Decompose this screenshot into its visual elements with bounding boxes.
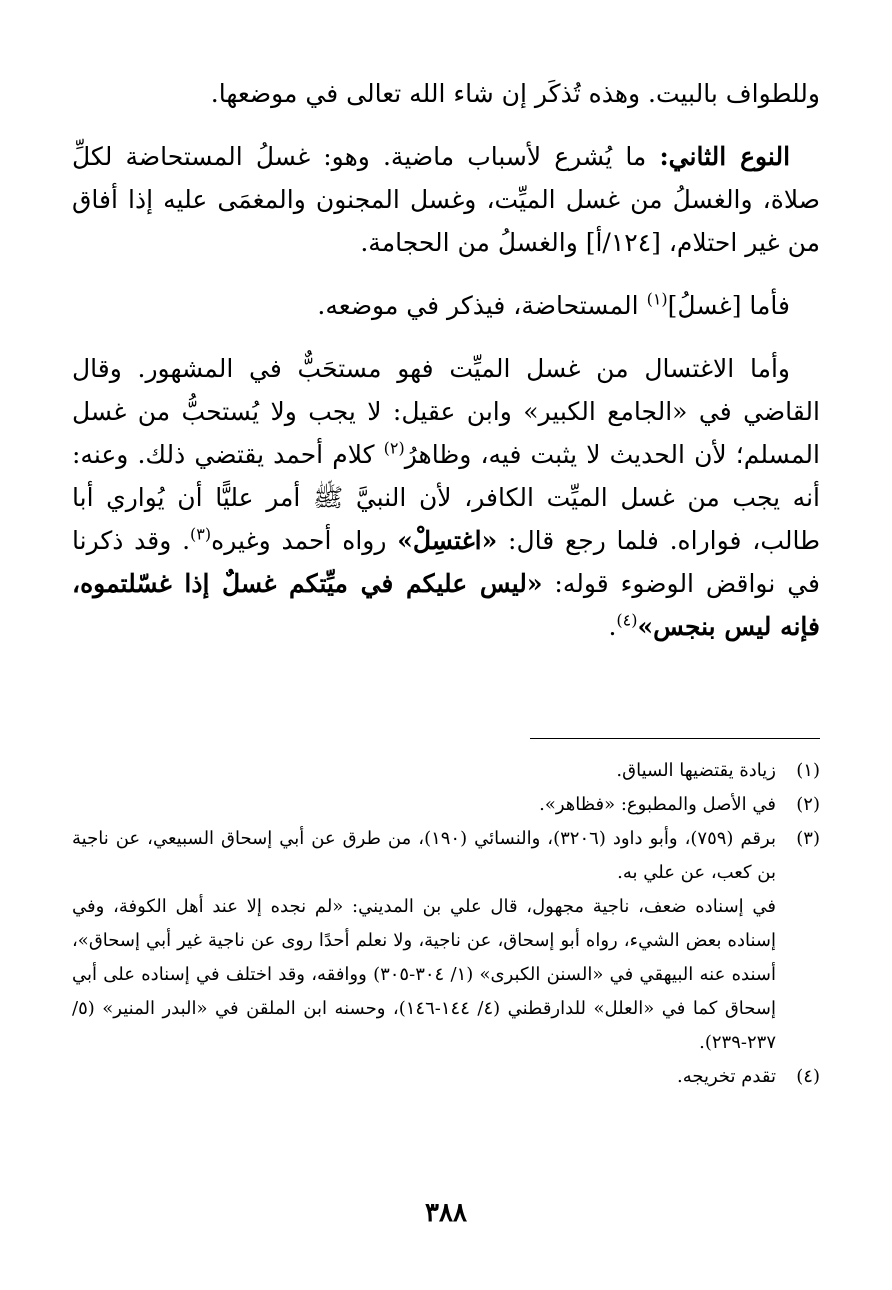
paragraph-4-text-4: . وقد ذكرنا في نواقض الوضوء قوله: (72, 526, 820, 598)
footnote-number: (٤) (796, 1066, 820, 1087)
footnote-text (72, 788, 776, 822)
footnote-3 (72, 822, 820, 1060)
footnote-number: (٣) (796, 828, 820, 849)
paragraph-4-text-2: كلام أحمد يقتضي ذلك. وعنه: أنه يجب من غسل الميِّت الكافر، لأن النبيَّ ﷺ أمر عليًّا أن يُواري أبا طالب، فواراه. فلما رجع قال: (72, 440, 820, 555)
main-text (72, 72, 820, 648)
footnote-paragraph: برقم (٧٥٩)، وأبو داود (٣٢٠٦)، والنسائي (١٩٠)، من طرق عن أبي إسحاق السبيعي، عن ناجية بن كعب، عن علي به. (72, 828, 776, 883)
hadith-quote-2: «ليس عليكم في ميِّتكم غسلٌ إذا غسّلتموه، فإنه ليس بنجس» (72, 569, 820, 641)
footnote-ref-1: (١) (646, 289, 668, 309)
footnote-text (72, 1060, 776, 1094)
footnote-text (72, 822, 776, 1060)
paragraph-3 (72, 284, 820, 327)
paragraph-4-text-1: وأما الاغتسال من غسل الميِّت فهو مستحَبٌّ في المشهور. وقال القاضي في «الجامع الكبير» وابن عقيل: لا يجب ولا يُستحبُّ من غسل المسلم؛ لأن الحديث لا يثبت فيه، وظاهرُ (72, 354, 820, 469)
footnote-number: (١) (796, 760, 820, 781)
paragraph-2-text: ما يُشرع لأسباب ماضية. وهو: غسلُ المستحاضة لكلِّ صلاة، والغسلُ من غسل الميِّت، وغسل المجنون والمغمَى عليه إذا أفاق من غير احتلام، [١٢٤/أ] والغسلُ من الحجامة. (72, 142, 820, 257)
paragraph-4-text-3: رواه أحمد وغيره (211, 526, 398, 555)
footnote-ref-2: (٢) (383, 438, 405, 458)
footnote-paragraph: في إسناده ضعف، ناجية مجهول، قال علي بن المديني: «لم نجده إلا عند أهل الكوفة، وفي إسناده بعض الشيء، رواه أبو إسحاق، عن ناجية، ولا نعلم أحدًا روى عن ناجية غير أبي إسحاق»، أسنده عنه البيهقي في «السنن الكبرى» (١/ ٣٠٤-٣٠٥) ووافقه، وقد اختلف في إسناده على أبي إسحاق كما في «العلل» للدارقطني (٤/ ١٤٤-١٤٦)، وحسنه ابن الملقن في «البدر المنير» (٥/ ٢٣٧-٢٣٩). (72, 896, 777, 1053)
paragraph-1: وللطواف بالبيت. وهذه تُذكَر إن شاء الله تعالى في موضعها. (210, 79, 820, 108)
footnote-1 (72, 754, 820, 788)
footnote-separator (530, 738, 820, 739)
footnote-ref-4: (٤) (616, 610, 638, 630)
footnote-text (72, 754, 776, 788)
footnote-ref-3: (٣) (190, 524, 212, 544)
page-number: ٣٨٨ (425, 1198, 467, 1228)
footnote-paragraph: في الأصل والمطبوع: «فظاهر». (539, 794, 776, 815)
paragraph-4 (72, 347, 820, 648)
hadith-quote-1: «اغتسِلْ» (397, 526, 498, 555)
paragraph-3-after: المستحاضة، فيذكر في موضعه. (317, 291, 647, 320)
footnote-paragraph: زيادة يقتضيها السياق. (616, 760, 776, 781)
paragraph-4-text-5: . (608, 612, 617, 641)
footnote-2 (72, 788, 820, 822)
paragraph-3-before: فأما [غسلُ] (667, 291, 790, 320)
footnote-paragraph: تقدم تخريجه. (677, 1066, 776, 1087)
section-heading: النوع الثاني: (659, 142, 791, 171)
paragraph-2 (72, 135, 820, 264)
footnote-4 (72, 1060, 820, 1094)
footnote-number: (٢) (796, 794, 820, 815)
footnotes (72, 754, 820, 1094)
